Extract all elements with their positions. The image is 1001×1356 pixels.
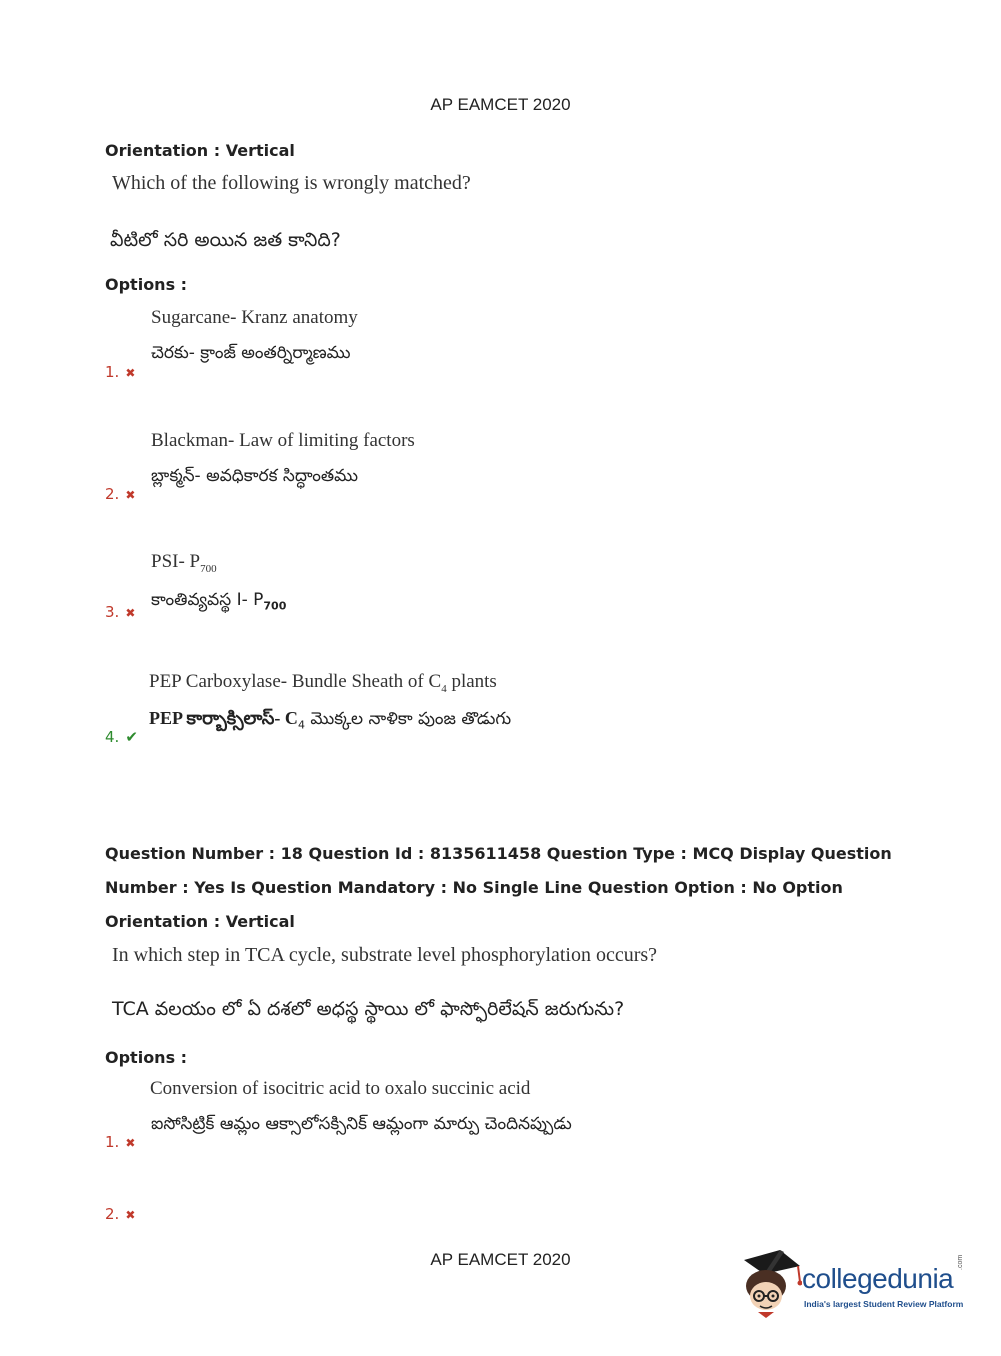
option-text-te: ఐసోసిట్రిక్ ఆమ్లం ఆక్సాలోసక్సినిక్ ఆమ్లంగా మార్పు చెందినప్పుడు — [151, 1114, 572, 1134]
option-text-main: కాంతివ్యవస్థ I- P — [151, 590, 264, 610]
question-text-en: Which of the following is wrongly matched? — [112, 172, 471, 194]
option-text-en — [149, 671, 497, 695]
orientation-label: Orientation : Vertical — [105, 912, 295, 931]
option-number-label: 3. — [105, 603, 120, 621]
option-text-te: చెరకు- క్రాంజ్ అంతర్నిర్మాణము — [151, 343, 351, 363]
option-number-label: 4. — [105, 728, 120, 746]
option-text-te: బ్లాక్మన్- అవధికారక సిద్ధాంతము — [151, 466, 359, 486]
logo-suffix: .com — [957, 1254, 964, 1270]
cross-icon: ✖ — [125, 1136, 136, 1150]
question-text-te: వీటిలో సరి అయిన జత కానిది? — [110, 229, 341, 251]
question-meta-line2: Number : Yes Is Question Mandatory : No Single Line Question Option : No Option — [105, 878, 843, 897]
subscript: 700 — [200, 562, 217, 575]
subscript: 700 — [263, 599, 287, 613]
option-number-label: 2. — [105, 485, 120, 503]
cross-icon: ✖ — [125, 606, 136, 620]
question-text-te: TCA వలయం లో ఏ దశలో అధస్థ స్థాయి లో ఫాస్ఫోరిలేషన్ జరుగును? — [112, 998, 625, 1020]
subscript: 4 — [441, 682, 447, 695]
cross-icon: ✖ — [125, 488, 136, 502]
option-text-en: Sugarcane- Kranz anatomy — [151, 307, 358, 328]
option-text-te — [151, 590, 286, 614]
subscript: 4 — [297, 718, 305, 732]
option-text-en — [151, 551, 217, 575]
collegedunia-mascot-icon — [740, 1248, 802, 1318]
option-text-te — [149, 708, 511, 733]
option-number — [105, 1133, 135, 1151]
option-text-tail: plants — [446, 671, 497, 692]
option-number-label: 2. — [105, 1205, 120, 1223]
orientation-label: Orientation : Vertical — [105, 141, 295, 160]
option-number-label: 1. — [105, 363, 120, 381]
options-label: Options : — [105, 275, 188, 294]
options-label: Options : — [105, 1048, 188, 1067]
option-text-main: PEP కార్బాక్సిలాస్- C — [149, 708, 298, 728]
option-text-tail: మొక్కల నాళికా పుంజ తొడుగు — [304, 709, 512, 729]
page-header: AP EAMCET 2020 — [430, 95, 571, 114]
option-number — [105, 603, 135, 621]
option-number — [105, 485, 135, 503]
option-number — [105, 728, 138, 746]
option-text-en: Conversion of isocitric acid to oxalo succinic acid — [150, 1078, 531, 1099]
logo-tagline: India's largest Student Review Platform — [804, 1299, 964, 1309]
logo-wordmark: collegedunia — [802, 1263, 954, 1294]
cross-icon: ✖ — [125, 1208, 136, 1222]
option-number — [105, 1205, 135, 1223]
option-text-main: PEP Carboxylase- Bundle Sheath of C — [149, 671, 442, 692]
question-text-en: In which step in TCA cycle, substrate level phosphorylation occurs? — [112, 944, 658, 966]
check-icon: ✔ — [125, 728, 138, 746]
option-number — [105, 363, 135, 381]
option-text-en: Blackman- Law of limiting factors — [151, 430, 415, 451]
option-text-main: PSI- P — [151, 551, 201, 572]
question-meta-line1: Question Number : 18 Question Id : 8135611458 Question Type : MCQ Display Question — [105, 844, 892, 863]
page-footer: AP EAMCET 2020 — [430, 1250, 571, 1269]
cross-icon: ✖ — [125, 366, 136, 380]
option-number-label: 1. — [105, 1133, 120, 1151]
